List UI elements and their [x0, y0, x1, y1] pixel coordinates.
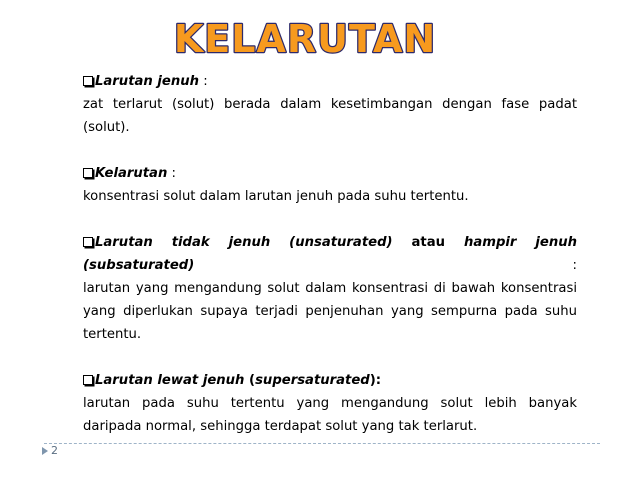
checkbox-bullet-icon	[83, 237, 93, 247]
definition-supersaturated	[83, 369, 577, 438]
definition-text: konsentrasi solut dalam larutan jenuh pada suhu tertentu.	[83, 189, 469, 204]
colon: :	[194, 258, 577, 273]
footer-rule	[44, 443, 600, 444]
definition-heading	[83, 162, 577, 185]
close-paren: ):	[369, 373, 382, 388]
term: Larutan jenuh	[95, 74, 200, 89]
definition-unsaturated	[83, 231, 577, 346]
term-alt-english: (subsaturated)	[83, 258, 195, 273]
connector: atau	[392, 235, 464, 250]
definition-heading	[83, 369, 577, 392]
definition-heading	[83, 231, 577, 277]
open-paren: (	[244, 373, 256, 388]
checkbox-bullet-icon	[83, 76, 93, 86]
term: Larutan tidak jenuh (unsaturated)	[95, 235, 393, 250]
definition-text: larutan pada suhu tertentu yang mengandung solut lebih banyak daripada normal, sehingga terdapat solut yang tak terlarut.	[83, 396, 577, 434]
definition-text: zat terlarut (solut) berada dalam kesetimbangan dengan fase padat (solut).	[83, 97, 577, 135]
definition-text: larutan yang mengandung solut dalam konsentrasi di bawah konsentrasi yang diperlukan supaya terjadi penjenuhan yang sempurna pada suhu tertentu.	[83, 281, 577, 342]
content	[83, 70, 577, 438]
footer-arrow-icon	[42, 447, 48, 455]
checkbox-bullet-icon	[83, 375, 93, 385]
page-number: 2	[51, 444, 58, 457]
colon: :	[199, 74, 208, 89]
definition-solubility	[83, 162, 577, 208]
definition-heading	[83, 70, 577, 93]
term: Larutan lewat jenuh	[95, 373, 245, 388]
term-alt: hampir jenuh	[463, 235, 578, 250]
term: Kelarutan	[95, 166, 168, 181]
slide-title-text: KELARUTAN	[173, 17, 437, 61]
slide-title	[173, 6, 437, 64]
colon: :	[167, 166, 176, 181]
term-english: supersaturated	[255, 373, 370, 388]
checkbox-bullet-icon	[83, 168, 93, 178]
definition-saturated	[83, 70, 577, 139]
